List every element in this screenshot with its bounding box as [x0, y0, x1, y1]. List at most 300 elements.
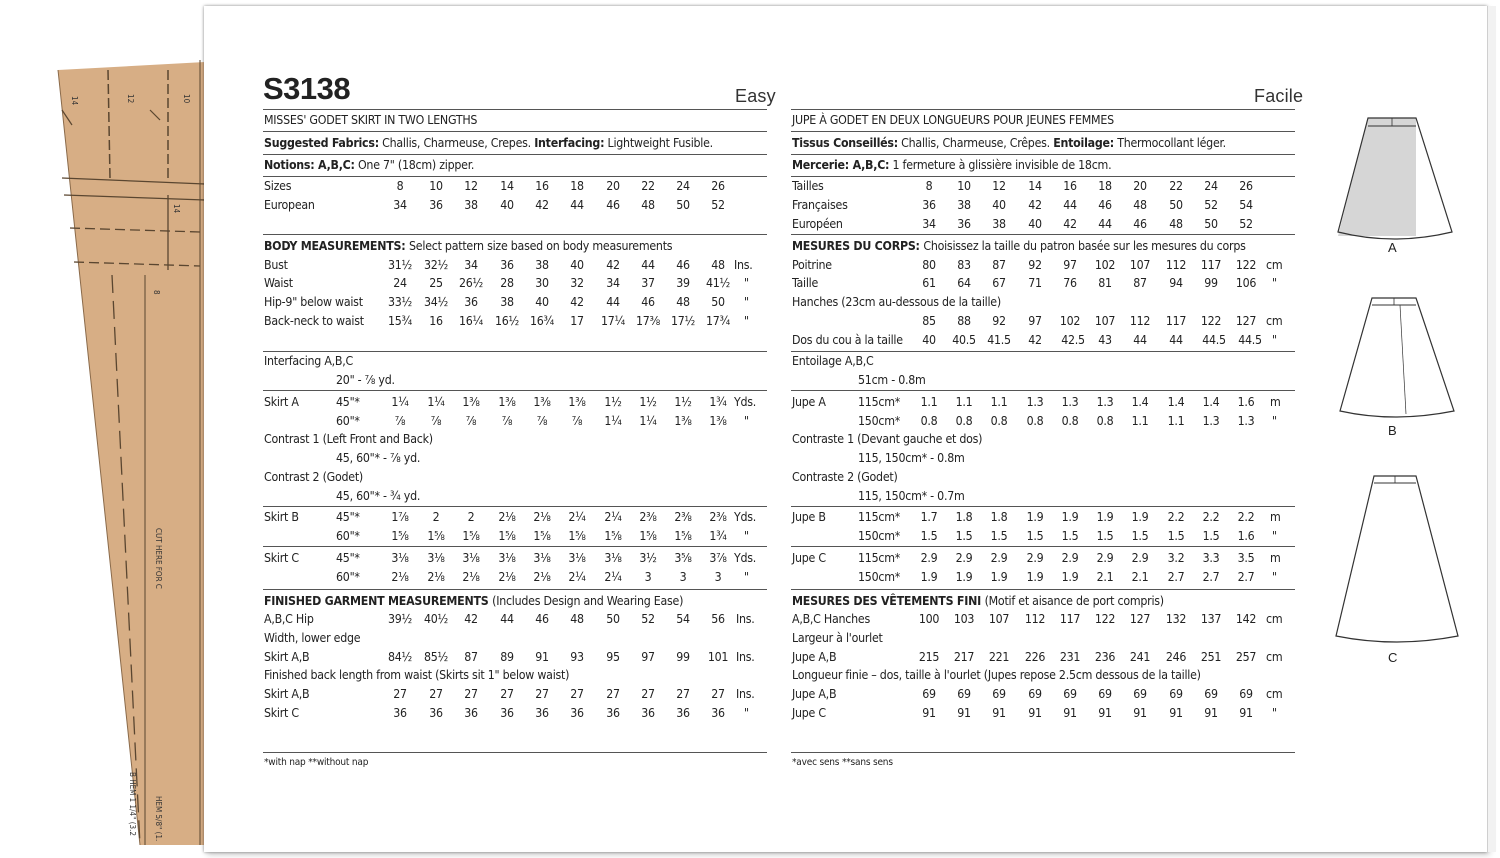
- yardage-value-fr: 1.5: [1026, 529, 1044, 543]
- finished-value: 27: [711, 687, 725, 701]
- finished-value-fr: 251: [1200, 650, 1222, 664]
- yardage-value-fr: 2.9: [955, 551, 973, 565]
- finished-value-fr: 69: [1063, 687, 1077, 701]
- pattern-code: S3138: [263, 71, 351, 106]
- size-cell: 20: [606, 179, 620, 193]
- yardage-value-fr: 1.3: [1061, 395, 1079, 409]
- skirt-view-c: [1336, 476, 1458, 642]
- pattern-title-fr: JUPE À GODET EN DEUX LONGUEURS POUR JEUNES FEMMES: [792, 113, 1114, 127]
- fabric-width: 60"*: [336, 414, 360, 428]
- cut-here-text: CUT HERE FOR C: [154, 528, 163, 589]
- unit-label: cm: [1266, 612, 1283, 626]
- size-cell-fr: 20: [1133, 179, 1147, 193]
- yardage-value: 2⅛: [462, 570, 480, 584]
- yardage-value: 3⅛: [533, 551, 551, 565]
- finished-value: 27: [535, 687, 549, 701]
- pattern-envelope-back: [204, 6, 1487, 852]
- yardage-value: 3⅛: [391, 551, 409, 565]
- pattern-mark: 8: [152, 290, 161, 295]
- yardage-value: 1⅝: [639, 529, 657, 543]
- yardage-value: 1⅝: [674, 529, 692, 543]
- finished-value: 27: [606, 687, 620, 701]
- finished-value: 40½: [424, 612, 448, 626]
- yardage-value: 1⅝: [391, 529, 409, 543]
- body-row-label: Bust: [264, 258, 288, 272]
- body-value: 41½: [706, 276, 730, 290]
- difficulty-level: Easy: [735, 86, 776, 106]
- size-cell-fr: 34: [922, 217, 936, 231]
- body-value: 44: [641, 258, 655, 272]
- finished-value: 56: [711, 612, 725, 626]
- fabric-width: 60"*: [336, 529, 360, 543]
- finished-label: Skirt A,B: [264, 650, 310, 664]
- yardage-value-fr: 1.5: [955, 529, 973, 543]
- view-label-b: B: [1388, 423, 1397, 438]
- body-value-fr: 76: [1063, 276, 1077, 290]
- body-value: 32: [570, 276, 584, 290]
- yardage-value-fr: 0.8: [1061, 414, 1079, 428]
- yardage-value-fr: 1.9: [990, 570, 1008, 584]
- view-label-a: A: [1388, 240, 1397, 255]
- yardage-value-fr: 1.9: [1026, 570, 1044, 584]
- yardage-value-fr: 1.1: [990, 395, 1008, 409]
- finished-value: 27: [570, 687, 584, 701]
- finished-value-fr: 246: [1165, 650, 1187, 664]
- finished-label-fr: A,B,C Hanches: [792, 612, 870, 626]
- yardage-value-fr: 1.1: [1167, 414, 1185, 428]
- body-row-label-fr: Dos du cou à la taille: [792, 333, 903, 347]
- size-cell-fr: 44: [1098, 217, 1112, 231]
- contrast-detail: 45, 60"* - ⅞ yd.: [336, 451, 421, 465]
- yardage-value: ⅞: [536, 414, 548, 428]
- finished-value-fr: 91: [1028, 706, 1042, 720]
- finished-value-fr: 122: [1094, 612, 1116, 626]
- tailles-label: Tailles: [792, 179, 824, 193]
- yardage-value-fr: 2.7: [1167, 570, 1185, 584]
- yardage-value: 3⅛: [498, 551, 516, 565]
- size-cell-fr: 42: [1063, 217, 1077, 231]
- finished-value: 36: [464, 706, 478, 720]
- yardage-value: 2⅛: [498, 510, 516, 524]
- european-size-cell: 42: [535, 198, 549, 212]
- size-cell-fr: 38: [957, 198, 971, 212]
- finished-value: 27: [641, 687, 655, 701]
- body-value-fr: 106: [1235, 276, 1257, 290]
- unit-label: Ins.: [736, 612, 755, 626]
- yardage-value: 3: [644, 570, 652, 584]
- finished-value-fr: 100: [918, 612, 940, 626]
- pattern-mark: 10: [182, 94, 191, 104]
- finished-value: 36: [429, 706, 443, 720]
- yardage-value: 3: [714, 570, 722, 584]
- yardage-value-fr: 1.3: [1026, 395, 1044, 409]
- finished-value: 101: [707, 650, 729, 664]
- body-value-fr: 81: [1098, 276, 1112, 290]
- finished-value: 36: [570, 706, 584, 720]
- finished-label: Finished back length from waist (Skirts sit 1" below waist): [264, 668, 570, 682]
- size-cell-fr: 38: [992, 217, 1006, 231]
- finished-value-fr: 91: [957, 706, 971, 720]
- unit-label: Yds.: [734, 510, 757, 524]
- yardage-value: 1¼: [427, 395, 445, 409]
- finished-value-fr: 69: [1133, 687, 1147, 701]
- yardage-value-fr: 2.7: [1202, 570, 1220, 584]
- finished-value: 91: [535, 650, 549, 664]
- body-value-fr: 64: [957, 276, 971, 290]
- yardage-label-fr: Jupe A: [792, 395, 826, 409]
- finished-label-fr: Largeur à l'ourlet: [792, 631, 883, 645]
- body-value: 37: [641, 276, 655, 290]
- size-cell: 18: [570, 179, 584, 193]
- unit-label: cm: [1266, 258, 1283, 272]
- body-value: 40: [535, 295, 549, 309]
- body-row-label: Hip-9" below waist: [264, 295, 363, 309]
- yardage-value: 1⅜: [674, 414, 692, 428]
- entoilage-detail: 51cm - 0.8m: [858, 373, 926, 387]
- yardage-value: ⅞: [501, 414, 513, 428]
- body-value: 36: [500, 258, 514, 272]
- finished-value: 46: [535, 612, 549, 626]
- finished-value-fr: 107: [988, 612, 1010, 626]
- european-size-cell: 44: [570, 198, 584, 212]
- fabrics-line-fr: Tissus Conseillés: Challis, Charmeuse, Crêpes. Entoilage: Thermocollant léger.: [792, 136, 1226, 150]
- fabric-width: 45"*: [336, 395, 360, 409]
- footnote-en: *with nap **without nap: [264, 757, 369, 768]
- finished-value: 54: [676, 612, 690, 626]
- yardage-value: ⅞: [571, 414, 583, 428]
- hem-text: HEM 5/8" (1.: [154, 796, 163, 842]
- finished-value: 36: [393, 706, 407, 720]
- yardage-value: 1⅞: [391, 510, 409, 524]
- finished-label: Skirt A,B: [264, 687, 310, 701]
- body-row-label: Back-neck to waist: [264, 314, 364, 328]
- size-cell-fr: 50: [1204, 217, 1218, 231]
- yardage-value-fr: 1.9: [955, 570, 973, 584]
- finished-value-fr: 91: [1204, 706, 1218, 720]
- yardage-value-fr: 0.8: [1026, 414, 1044, 428]
- contrast-detail-fr: 115, 150cm* - 0.8m: [858, 451, 965, 465]
- finished-value-fr: 69: [1169, 687, 1183, 701]
- yardage-value-fr: 1.5: [1167, 529, 1185, 543]
- pattern-tissue-scrap: [0, 0, 215, 858]
- finished-value-fr: 91: [1239, 706, 1253, 720]
- yardage-value-fr: 1.9: [1061, 510, 1079, 524]
- yardage-value-fr: 2.9: [920, 551, 938, 565]
- size-cell: 14: [500, 179, 514, 193]
- finished-value: 89: [500, 650, 514, 664]
- pattern-mark: 14: [172, 204, 181, 214]
- finished-value-fr: 69: [992, 687, 1006, 701]
- finished-value-fr: 103: [953, 612, 975, 626]
- finished-label-fr: Longueur finie – dos, taille à l'ourlet (Jupes repose 2.5cm dessous de la taille): [792, 668, 1201, 682]
- size-cell-fr: 48: [1169, 217, 1183, 231]
- yardage-value: 1¼: [604, 414, 622, 428]
- contrast-label-fr: Contraste 2 (Godet): [792, 470, 898, 484]
- yardage-value: 2: [467, 510, 475, 524]
- size-cell-fr: 36: [922, 198, 936, 212]
- yardage-value-fr: 1.5: [1096, 529, 1114, 543]
- yardage-value-fr: 1.5: [1131, 529, 1149, 543]
- finished-header: FINISHED GARMENT MEASUREMENTS (Includes Design and Wearing Ease): [264, 594, 684, 608]
- yardage-value-fr: 3.2: [1167, 551, 1185, 565]
- size-cell: 24: [676, 179, 690, 193]
- body-value: 46: [676, 258, 690, 272]
- unit-label: cm: [1266, 314, 1283, 328]
- finished-value-fr: 69: [1204, 687, 1218, 701]
- fabric-width: 45"*: [336, 510, 360, 524]
- finished-label-fr: Jupe A,B: [792, 687, 837, 701]
- yardage-value-fr: 1.1: [1131, 414, 1149, 428]
- finished-label: Skirt C: [264, 706, 299, 720]
- body-value-fr: 92: [1028, 258, 1042, 272]
- body-value-fr: 42.5: [1061, 333, 1085, 347]
- size-cell-fr: 26: [1239, 179, 1253, 193]
- body-value-fr: 80: [922, 258, 936, 272]
- unit-label: ": [744, 314, 749, 328]
- yardage-value: 2⅛: [391, 570, 409, 584]
- body-value-fr: 92: [992, 314, 1006, 328]
- interfacing-label: Interfacing A,B,C: [264, 354, 353, 368]
- yardage-value-fr: 1.6: [1237, 395, 1255, 409]
- unit-label: cm: [1266, 650, 1283, 664]
- yardage-value-fr: 0.8: [920, 414, 938, 428]
- size-cell-fr: 18: [1098, 179, 1112, 193]
- body-value-fr: 87: [992, 258, 1006, 272]
- yardage-value-fr: 1.3: [1237, 414, 1255, 428]
- yardage-value-fr: 1.7: [920, 510, 938, 524]
- body-value: 30: [535, 276, 549, 290]
- contrast-label: Contrast 2 (Godet): [264, 470, 363, 484]
- finished-label: A,B,C Hip: [264, 612, 314, 626]
- european-size-cell: 38: [464, 198, 478, 212]
- unit-label: Ins.: [736, 687, 755, 701]
- finished-value-fr: 91: [1063, 706, 1077, 720]
- yardage-value-fr: 1.9: [1026, 510, 1044, 524]
- yardage-value-fr: 2.9: [1061, 551, 1079, 565]
- body-value: 17: [570, 314, 584, 328]
- body-value-fr: 112: [1165, 258, 1187, 272]
- finished-value: 27: [429, 687, 443, 701]
- fabric-width-fr: 115cm*: [858, 395, 901, 409]
- contrast-detail-fr: 115, 150cm* - 0.7m: [858, 489, 965, 503]
- yardage-value: 3⅛: [568, 551, 586, 565]
- yardage-value-fr: 2.1: [1096, 570, 1114, 584]
- yardage-value-fr: 3.3: [1202, 551, 1220, 565]
- yardage-value: 3: [679, 570, 687, 584]
- finished-value-fr: 217: [953, 650, 975, 664]
- body-value: 15¾: [388, 314, 412, 328]
- finished-value: 44: [500, 612, 514, 626]
- size-cell-fr: 16: [1063, 179, 1077, 193]
- finished-value: 97: [641, 650, 655, 664]
- yardage-value-fr: 3.5: [1237, 551, 1255, 565]
- body-value-fr: 117: [1165, 314, 1187, 328]
- yardage-value: 1¾: [709, 395, 727, 409]
- yardage-value: 3⅛: [604, 551, 622, 565]
- unit-label: ": [744, 529, 749, 543]
- yardage-value: 1⅜: [709, 414, 727, 428]
- size-cell-fr: 22: [1169, 179, 1183, 193]
- yardage-value: 1⅜: [498, 395, 516, 409]
- yardage-value-fr: 1.5: [990, 529, 1008, 543]
- yardage-value-fr: 1.9: [1096, 510, 1114, 524]
- unit-label: ": [744, 570, 749, 584]
- yardage-value-fr: 1.9: [1061, 570, 1079, 584]
- view-label-c: C: [1388, 650, 1398, 665]
- body-value-fr: 43: [1098, 333, 1112, 347]
- body-value: 34: [606, 276, 620, 290]
- european-size-cell: 50: [676, 198, 690, 212]
- body-value-fr: 97: [1028, 314, 1042, 328]
- yardage-value: 1⅝: [604, 529, 622, 543]
- yardage-value-fr: 2.9: [990, 551, 1008, 565]
- yardage-value-fr: 2.7: [1237, 570, 1255, 584]
- body-row-label: Waist: [264, 276, 293, 290]
- body-value-fr: 88: [957, 314, 971, 328]
- yardage-value: 2¼: [604, 570, 622, 584]
- yardage-value-fr: 1.9: [1131, 510, 1149, 524]
- fabrics-line: Suggested Fabrics: Challis, Charmeuse, Crepes. Interfacing: Lightweight Fusible.: [264, 136, 713, 150]
- finished-label: Width, lower edge: [264, 631, 361, 645]
- body-value: 48: [676, 295, 690, 309]
- body-value-fr: 107: [1094, 314, 1116, 328]
- finished-value-fr: 221: [988, 650, 1010, 664]
- notions-line: Notions: A,B,C: One 7" (18cm) zipper.: [264, 158, 475, 172]
- body-value-fr: 112: [1129, 314, 1151, 328]
- contrast-detail: 45, 60"* - ¾ yd.: [336, 489, 421, 503]
- finished-value-fr: 215: [918, 650, 940, 664]
- finished-value-fr: 137: [1200, 612, 1222, 626]
- body-value: 24: [393, 276, 407, 290]
- body-row-label-fr: Poitrine: [792, 258, 832, 272]
- body-row-label-fr: Hanches (23cm au-dessous de la taille): [792, 295, 1001, 309]
- body-value: 25: [429, 276, 443, 290]
- european-size-cell: 46: [606, 198, 620, 212]
- finished-value: 99: [676, 650, 690, 664]
- finished-value-fr: 226: [1024, 650, 1046, 664]
- size-cell: 22: [641, 179, 655, 193]
- finished-value: 27: [500, 687, 514, 701]
- unit-label: m: [1270, 395, 1281, 409]
- yardage-value: 2¼: [604, 510, 622, 524]
- body-value-fr: 44.5: [1238, 333, 1262, 347]
- yardage-value: 1½: [639, 395, 657, 409]
- finished-value-fr: 69: [1098, 687, 1112, 701]
- finished-value-fr: 91: [1098, 706, 1112, 720]
- pattern-mark: 14: [70, 96, 79, 106]
- finished-value: 95: [606, 650, 620, 664]
- finished-value: 36: [711, 706, 725, 720]
- yardage-value: 2⅜: [674, 510, 692, 524]
- yardage-value: 2⅜: [639, 510, 657, 524]
- yardage-label-fr: Jupe C: [792, 551, 826, 565]
- yardage-value: 2¼: [568, 570, 586, 584]
- yardage-value: 1⅝: [462, 529, 480, 543]
- size-cell-fr: 48: [1133, 198, 1147, 212]
- body-value: 50: [711, 295, 725, 309]
- body-value-fr: 44: [1133, 333, 1147, 347]
- pattern-mark: 12: [126, 94, 135, 104]
- yardage-value: 1⅝: [427, 529, 445, 543]
- yardage-value-fr: 1.1: [955, 395, 973, 409]
- body-value-fr: 102: [1059, 314, 1081, 328]
- european-size-cell: 34: [393, 198, 407, 212]
- finished-value: 36: [606, 706, 620, 720]
- body-value-fr: 67: [992, 276, 1006, 290]
- yardage-value: 2⅛: [427, 570, 445, 584]
- body-value: 16½: [495, 314, 519, 328]
- yardage-value: 1¾: [709, 529, 727, 543]
- unit-label: ": [1272, 276, 1277, 290]
- finished-value-fr: 236: [1094, 650, 1116, 664]
- body-value: 26½: [459, 276, 483, 290]
- size-cell-fr: 50: [1169, 198, 1183, 212]
- body-value-fr: 44: [1169, 333, 1183, 347]
- yardage-label: Skirt C: [264, 551, 299, 565]
- finished-value-fr: 91: [1169, 706, 1183, 720]
- body-measurements-header: BODY MEASUREMENTS: Select pattern size based on body measurements: [264, 239, 673, 253]
- page-edge: [1487, 6, 1496, 852]
- yardage-value: ⅞: [465, 414, 477, 428]
- fabric-width-fr: 150cm*: [858, 570, 901, 584]
- body-value: 17½: [671, 314, 695, 328]
- finished-label-fr: Jupe C: [792, 706, 826, 720]
- yardage-value-fr: 2.9: [1131, 551, 1149, 565]
- yardage-value: 1½: [674, 395, 692, 409]
- contrast-label: Contrast 1 (Left Front and Back): [264, 432, 433, 446]
- skirt-view-b: [1340, 298, 1454, 417]
- size-cell-fr: 10: [957, 179, 971, 193]
- yardage-label: Skirt B: [264, 510, 299, 524]
- body-value-fr: 40.5: [952, 333, 976, 347]
- finished-value: 42: [464, 612, 478, 626]
- finished-value-fr: 69: [1239, 687, 1253, 701]
- yardage-value-fr: 1.6: [1237, 529, 1255, 543]
- finished-value-fr: 132: [1165, 612, 1187, 626]
- yardage-value-fr: 1.9: [920, 570, 938, 584]
- yardage-value-fr: 1.3: [1202, 414, 1220, 428]
- body-value-fr: 42: [1028, 333, 1042, 347]
- entoilage-label: Entoilage A,B,C: [792, 354, 874, 368]
- yardage-value-fr: 2.2: [1202, 510, 1220, 524]
- yardage-value-fr: 2.2: [1167, 510, 1185, 524]
- finished-value-fr: 142: [1235, 612, 1257, 626]
- body-value-fr: 44.5: [1202, 333, 1226, 347]
- finished-value-fr: 91: [922, 706, 936, 720]
- fabric-width-fr: 150cm*: [858, 529, 901, 543]
- unit-label: m: [1270, 551, 1281, 565]
- finished-value: 50: [606, 612, 620, 626]
- body-value: 16: [429, 314, 443, 328]
- yardage-value: 1¼: [639, 414, 657, 428]
- size-cell-fr: 40: [1028, 217, 1042, 231]
- body-value: 42: [606, 258, 620, 272]
- body-value-fr: 85: [922, 314, 936, 328]
- contrast-label-fr: Contraste 1 (Devant gauche et dos): [792, 432, 983, 446]
- yardage-value: 1⅜: [462, 395, 480, 409]
- yardage-label: Skirt A: [264, 395, 299, 409]
- size-cell-fr: 44: [1063, 198, 1077, 212]
- unit-label: Yds.: [734, 395, 757, 409]
- finished-value-fr: 112: [1024, 612, 1046, 626]
- unit-label: ": [1272, 333, 1277, 347]
- unit-label: m: [1270, 510, 1281, 524]
- yardage-value: 3⅝: [674, 551, 692, 565]
- yardage-value-fr: 0.8: [1096, 414, 1114, 428]
- yardage-value: 1⅝: [498, 529, 516, 543]
- yardage-value: 1⅜: [533, 395, 551, 409]
- yardage-value-fr: 1.5: [920, 529, 938, 543]
